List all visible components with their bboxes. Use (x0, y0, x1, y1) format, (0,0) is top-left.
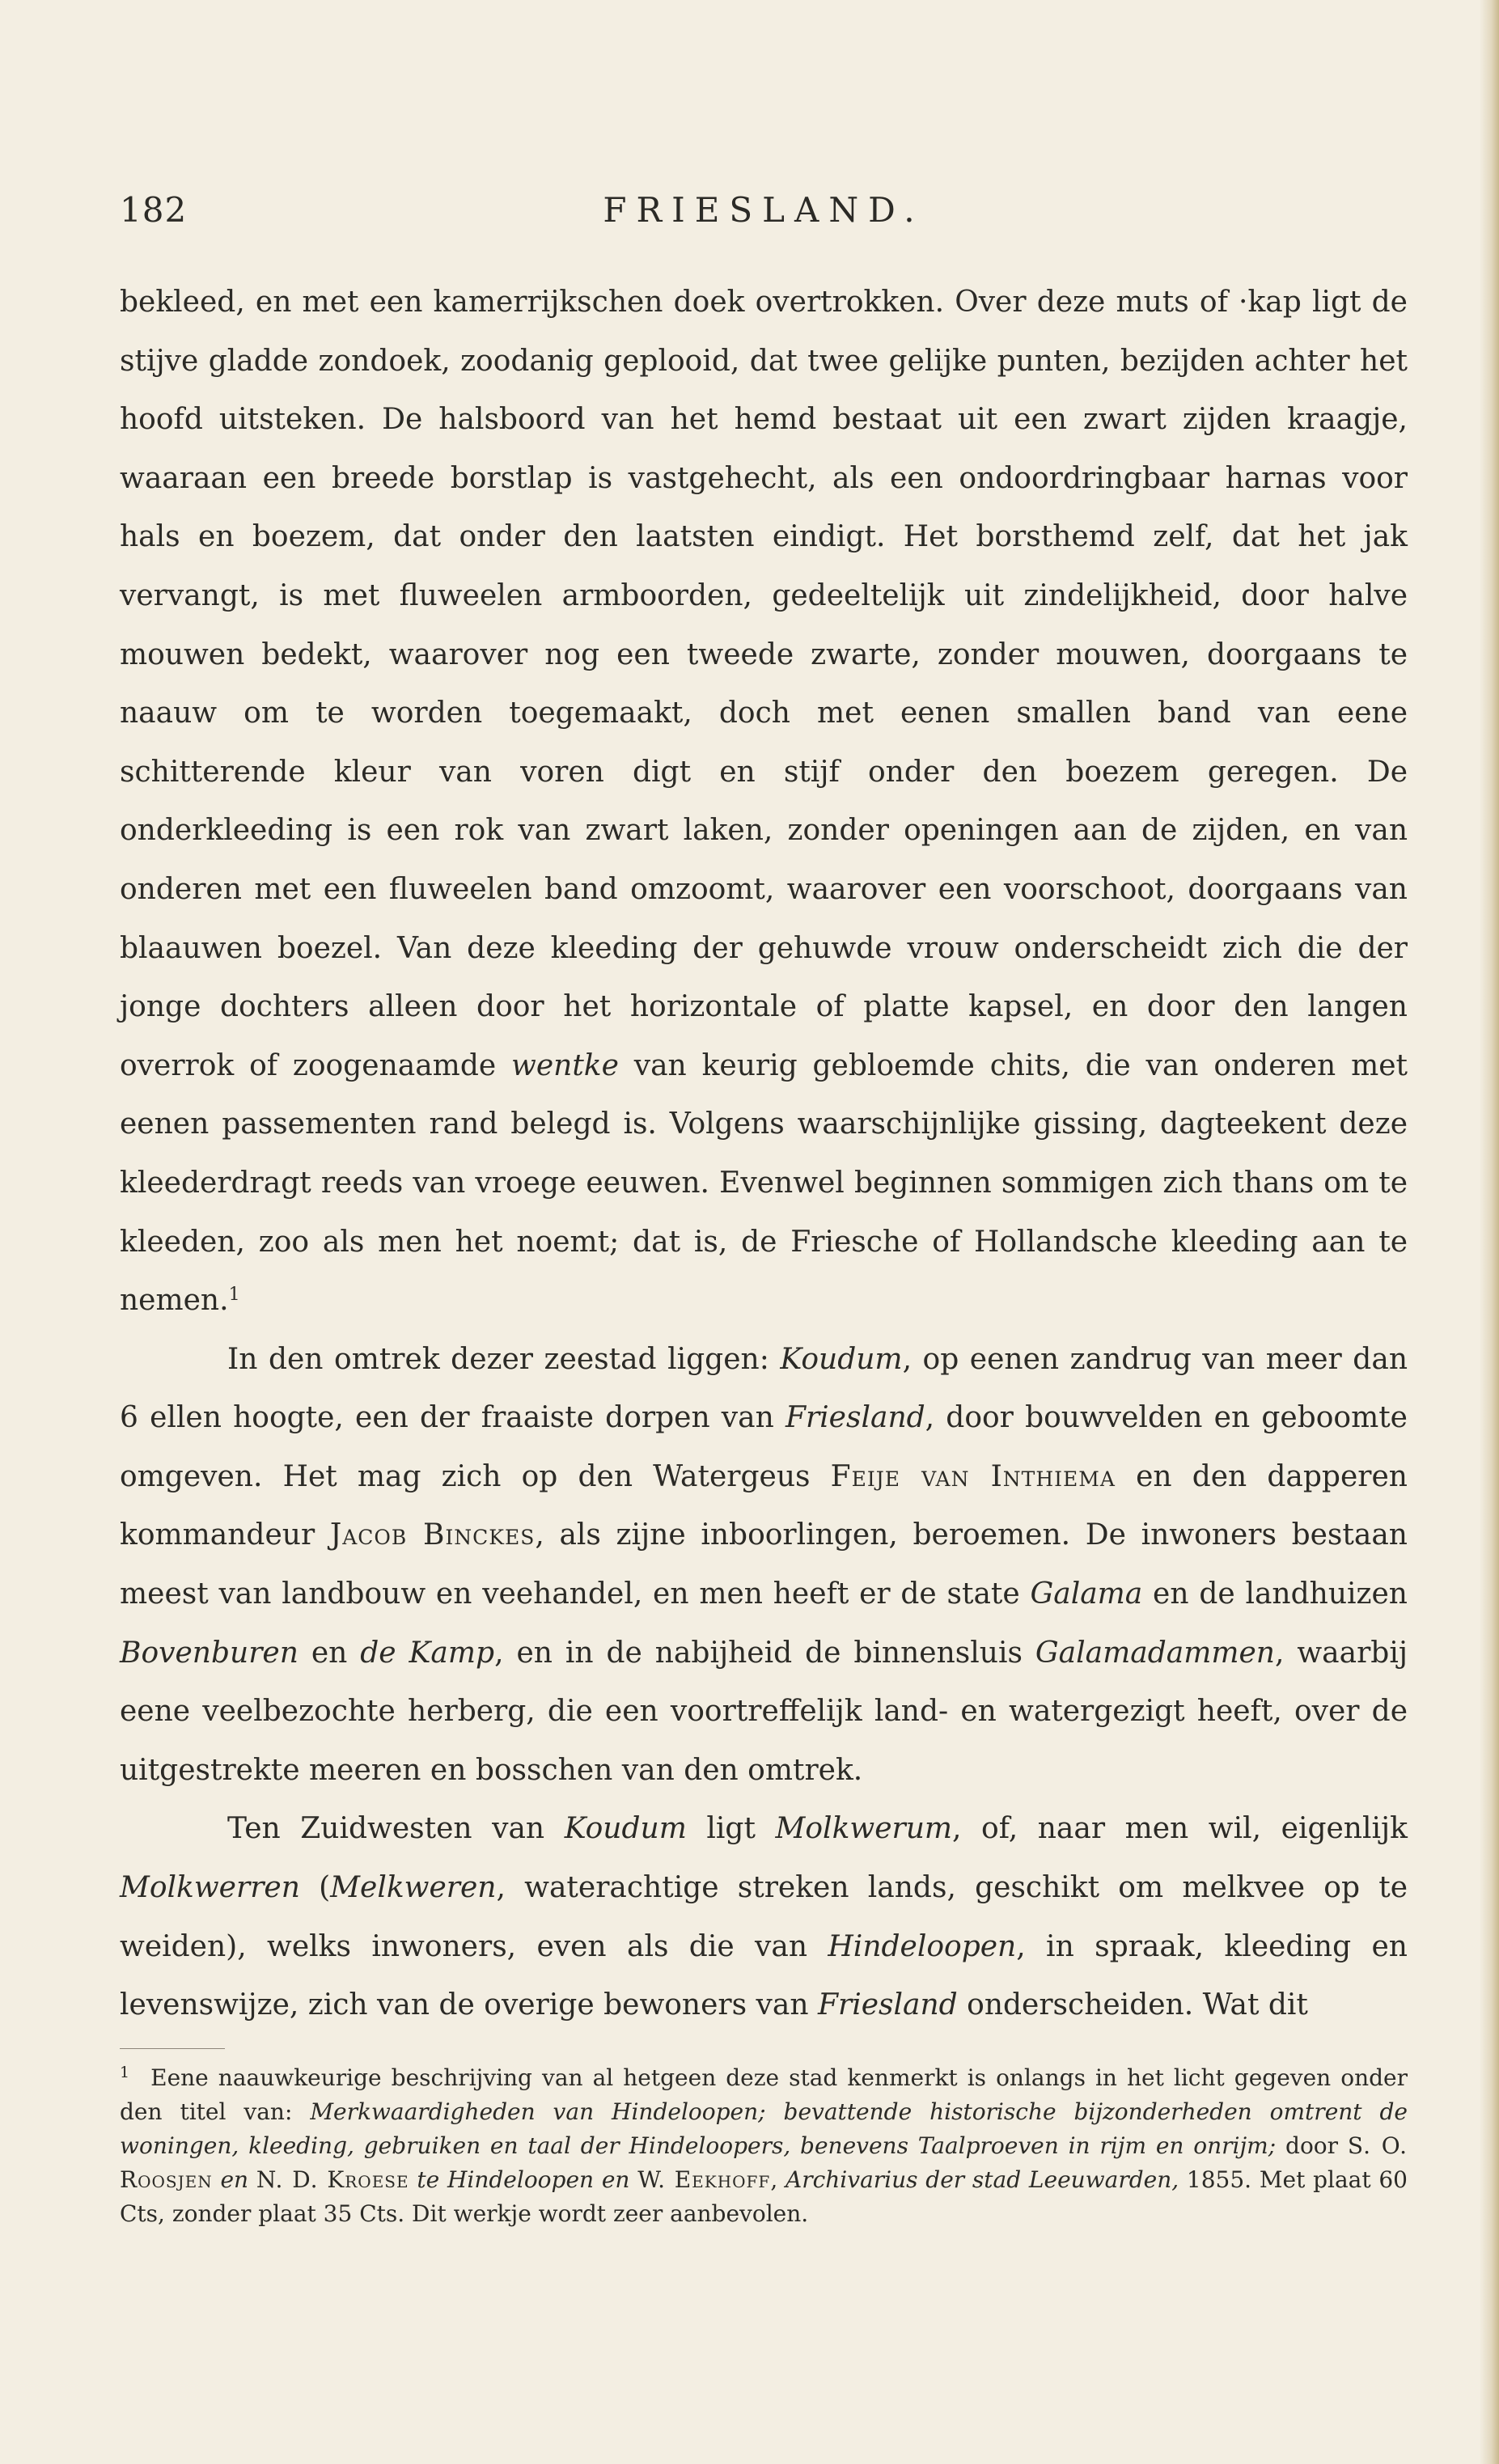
running-head (120, 186, 1408, 243)
italic-term: wentke (511, 1048, 619, 1082)
place-name: Koudum (564, 1812, 687, 1846)
footnote-divider (120, 2048, 225, 2049)
text-run: , (770, 2166, 778, 2193)
text-run: en den dapperen kommandeur (120, 1459, 1408, 1552)
text-run: van keurig gebloemde chits, die van onderen met eenen passementen rand belegd is. Volgens waarschijnlijke gissing, dagteekent deze kleederdragt reeds van vroege eeuwen. Evenwel beginnen sommigen zich thans om te kleeden, zoo als men het noemt; dat is, de Friesche of Hollandsche kleeding aan te nemen. (120, 1048, 1408, 1318)
text-run: , op eenen zandrug van meer dan 6 ellen hoogte, een der fraaiste dorpen van (120, 1342, 1408, 1435)
text-run: onderscheiden. Wat dit (967, 1988, 1308, 2022)
page-number: 182 (120, 190, 188, 230)
text-run: te Hindeloopen en (417, 2166, 630, 2193)
text-run: , als zijne inboorlingen, beroemen. De inwoners bestaan meest van landbouw en veehandel, en men heeft er de state (120, 1518, 1408, 1611)
author-name: N. D. Kroese (256, 2166, 409, 2193)
page-title: FRIESLAND. (603, 190, 925, 230)
place-name: Hindeloopen (828, 1929, 1017, 1963)
person-name: Jacob Binckes (329, 1518, 536, 1552)
book-title: Merkwaardigheden van Hindeloopen; bevattende historische bijzonderheden omtrent de woningen, kleeding, gebruiken en taal der Hindeloopers, benevens Taalproeven in rijm en onrijm; (120, 2098, 1408, 2159)
text-run: , waterachtige streken lands, geschikt om melkvee op te weiden), welks inwoners, even als die van (120, 1871, 1408, 1963)
body-text (120, 273, 1408, 2035)
place-name: de Kamp (360, 1636, 495, 1670)
text-run: bekleed, en met een kamerrijkschen doek overtrokken. Over deze muts of ·kap ligt de stijve gladde zondoek, zoodanig geplooid, dat twee gelijke punten, bezijden achter het hoofd uitsteken. De halsboord van het hemd bestaat uit een zwart zijden kraagje, waaraan een breede borstlap is vastgehecht, als een ondoordringbaar harnas voor hals en boezem, dat onder den laatsten eindigt. Het borsthemd zelf, dat het jak vervangt, is met fluweelen armboorden, gedeeltelijk uit zindelijkheid, door halve mouwen bedekt, waarover nog een tweede zwarte, zonder mouwen, doorgaans te naauw om te worden toegemaakt, doch met eenen smallen band van eene schitterende kleur van voren digt en stijf onder den boezem geregen. De onderkleeding is een rok van zwart laken, zonder openingen aan de zijden, en van onderen met een fluweelen band omzoomt, waarover een voorschoot, doorgaans van blaauwen boezel. Van deze kleeding der gehuwde vrouw onderscheidt zich die der jonge dochters alleen door het horizontale of platte kapsel, en door den langen overrok of zoogenaamde (120, 286, 1408, 1082)
paragraph (120, 1331, 1408, 1801)
text-run: en (220, 2166, 249, 2193)
footnote-mark: 1 (120, 2064, 130, 2081)
place-name: Friesland (785, 1401, 925, 1435)
text-run: ( (319, 1871, 331, 1905)
footnote (120, 2061, 1408, 2231)
author-role: Archivarius der stad Leeuwarden, (785, 2166, 1179, 2193)
text-run: 1855. Met plaat 60 Cts, zonder plaat 35 Cts. Dit werkje wordt zeer aanbevolen. (120, 2166, 1408, 2227)
text-run: , waarbij eene veelbezochte herberg, die een voortreffelijk land- en watergezigt heeft, over de uitgestrekte meeren en bosschen van den omtrek. (120, 1636, 1408, 1787)
paragraph (120, 1800, 1408, 2034)
place-name: Bovenburen (120, 1636, 299, 1670)
text-run: , door bouwvelden en geboomte omgeven. Het mag zich op den Watergeus (120, 1401, 1408, 1493)
footnote-reference: 1 (228, 1285, 240, 1306)
text-run: en (311, 1636, 348, 1670)
text-run: , en in de nabijheid de binnensluis (494, 1636, 1023, 1670)
text-run: Ten Zuidwesten van (227, 1812, 545, 1846)
place-name: Molkwerum (775, 1812, 953, 1846)
author-name: W. Eekhoff (637, 2166, 771, 2193)
text-run: Eene naauwkeurige beschrijving van al hetgeen deze stad kenmerkt is onlangs in het licht gegeven onder den titel van: (120, 2064, 1408, 2125)
place-name: Friesland (818, 1988, 958, 2022)
person-name: Feije van Inthiema (830, 1459, 1116, 1493)
paragraph (120, 273, 1408, 1331)
author-name: S. O. Roosjen (120, 2132, 1408, 2193)
place-name: Koudum (780, 1342, 903, 1376)
text-run: ligt (706, 1812, 756, 1846)
text-run: In den omtrek dezer zeestad liggen: (227, 1342, 769, 1376)
text-run: , of, naar men wil, eigenlijk (952, 1812, 1408, 1846)
place-name: Melkweren (330, 1871, 497, 1905)
place-name: Galama (1030, 1577, 1143, 1611)
text-run: en de landhuizen (1153, 1577, 1408, 1611)
text-run: door (1285, 2132, 1339, 2159)
place-name: Molkwerren (120, 1871, 300, 1905)
page-edge-shadow (1480, 0, 1499, 2464)
text-run: , in spraak, kleeding en levenswijze, zich van de overige bewoners van (120, 1929, 1408, 2022)
place-name: Galamadammen (1035, 1636, 1275, 1670)
